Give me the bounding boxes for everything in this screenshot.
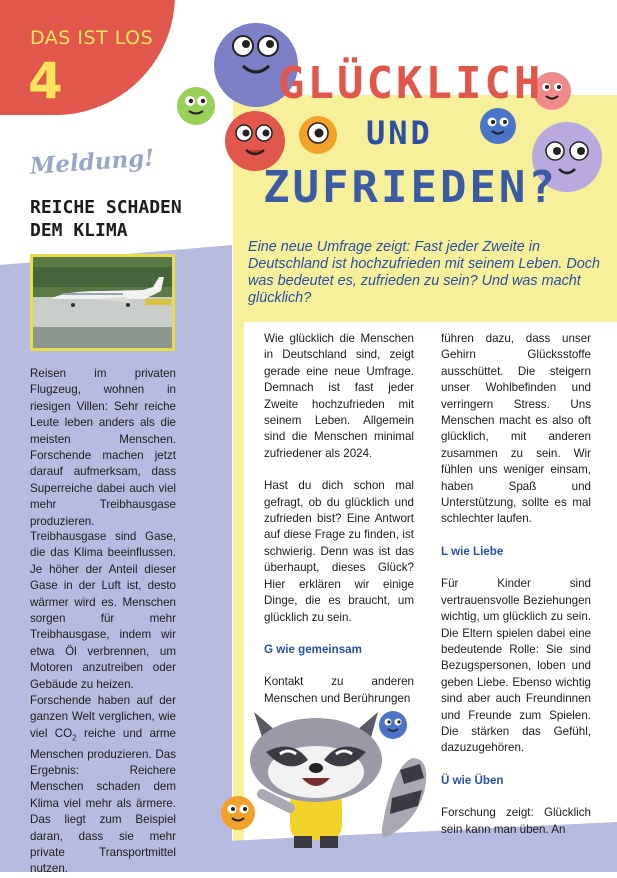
smiley-ball-blue-icon xyxy=(479,107,517,145)
section-badge-background xyxy=(0,0,175,115)
section-label: DAS IST LOS xyxy=(30,27,154,49)
page-number: 4 xyxy=(28,52,63,110)
article-subheading: G wie gemeinsam xyxy=(264,642,362,656)
article-paragraph: Für Kinder sind vertrauensvolle Beziehungen wichtig, um glücklich zu sein. Die Eltern spielen dabei eine bedeutende Rolle: Sie sind Bezugspersonen, loben und geben Liebe. Ebenso wichtig sind aber auch Freundinnen und Freunde zum Spielen. Die stärken das Gefühl, dazuzugehören. xyxy=(441,577,591,755)
airplane-illustration xyxy=(33,257,172,348)
article-column-2 xyxy=(441,331,591,854)
news-paragraph-2: Treibhausgase sind Gase, die das Klima beeinflussen. Je höher der Anteil dieser Gase in der Luft ist, desto wärmer wird es. Menschen sorgen für mehr Treibhausgase, indem wir etwa Öl verbrennen, um Motoren anzutreiben oder Gebäude zu heizen. xyxy=(30,530,176,691)
title-line-1: GLÜCKLICH xyxy=(278,58,544,109)
article-paragraph: Kontakt zu anderen Menschen und Berührungen xyxy=(264,675,414,705)
raccoon-mascot-icon xyxy=(232,698,432,848)
airplane-photo xyxy=(30,254,175,351)
article-column-1 xyxy=(264,331,414,723)
news-paragraph-3: Forschende haben auf der ganzen Welt verglichen, wie viel $CO_2$ reiche und arme Menschen produzieren. Das Ergebnis: Reichere Menschen schaden dem Klima viel mehr als ärmere. Das liegt zum Beispiel daran, dass sie mehr private Transportmittel nutzen. xyxy=(30,694,177,876)
title-line-3: ZUFRIEDEN? xyxy=(263,162,558,213)
article-subheading: L wie Liebe xyxy=(441,544,504,558)
lead-paragraph: Eine neue Umfrage zeigt: Fast jeder Zweite in Deutschland ist hochzufrieden mit seinem Leben. Doch was bedeutet es, zufrieden zu sein? Und was macht glücklich? xyxy=(248,239,600,306)
article-paragraph: führen dazu, dass unser Gehirn Glücksstoffe ausschüttet. Die steigern unser Wohlbefinden und verringern Stress. Uns Menschen macht es also oft glücklich, mit anderen zusammen zu sein. Wir fühlen uns weniger einsam, haben Spaß und Unterstützung, sollte es mal schlechter laufen. xyxy=(441,332,591,526)
smiley-ball-green-icon xyxy=(176,86,216,126)
news-paragraph-1: Reisen im privaten Flugzeug, wohnen in riesigen Villen: Sehr reiche Leute leben anders als die meisten Menschen. Forschende machen jetzt darauf aufmerksam, dass Superreiche dabei auch viel mehr Treibhausgase produzieren. xyxy=(30,367,176,528)
article-paragraph: Wie glücklich die Menschen in Deutschland sind, zeigt gerade eine neue Umfrage. Demnach ist fast jeder Zweite hochzufrieden mit seinem Leben. Allgemein sind die Menschen minimal zufriedener als 2024. xyxy=(264,332,414,460)
news-kicker: Meldung! xyxy=(29,144,156,180)
title-line-2: UND xyxy=(366,114,433,152)
article-paragraph: Hast du dich schon mal gefragt, ob du glücklich und zufrieden bist? Eine Antwort auf diese Frage zu finden, ist schwierig. Denn was ist das überhaupt, dieses Glück? Hier erklären wir einige Dinge, die es braucht, um glücklich zu sein. xyxy=(264,479,414,624)
news-headline: REICHE SCHADEN DEM KLIMA xyxy=(30,197,182,241)
article-subheading: Ü wie Üben xyxy=(441,773,504,787)
article-paragraph: Forschung zeigt: Glücklich sein kann man üben. An xyxy=(441,806,591,836)
smiley-ball-orange-icon xyxy=(298,115,338,155)
